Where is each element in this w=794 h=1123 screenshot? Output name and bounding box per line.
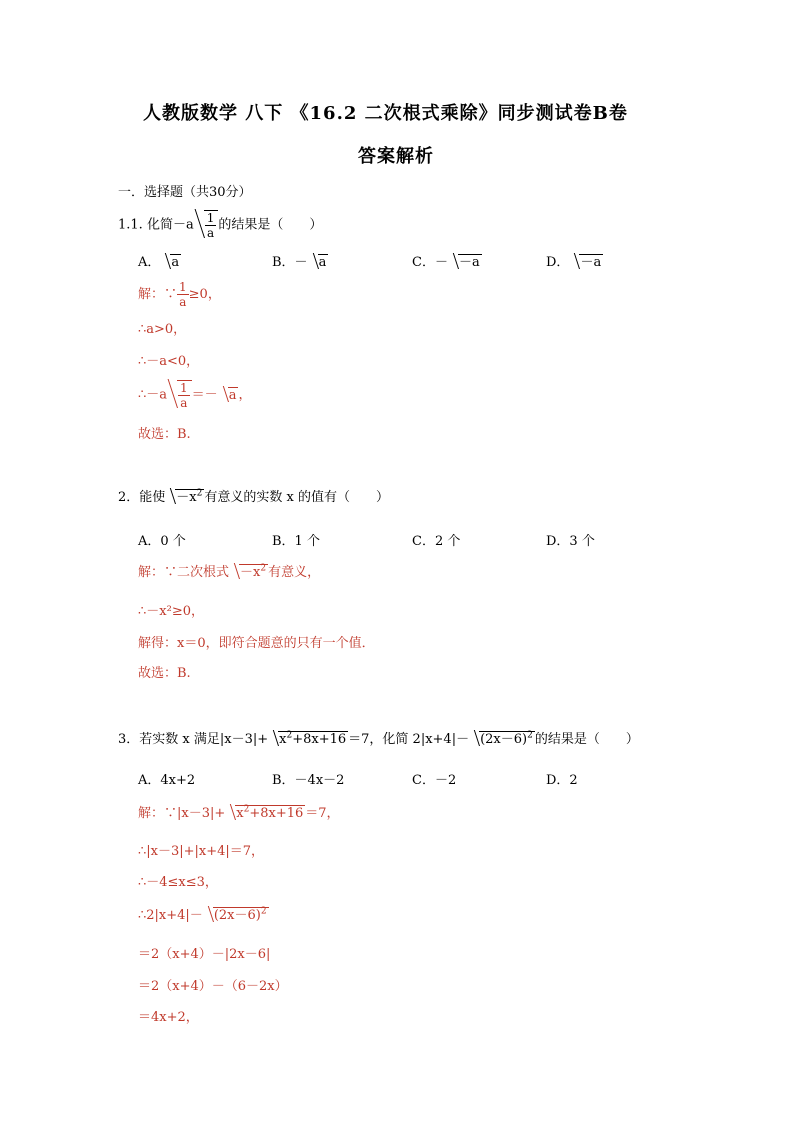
q1-prefix: 1.1. 化简－a [118,217,194,233]
q1-solution-conclusion: 故选：B. [138,427,191,442]
q1-num: 1 [206,211,215,225]
question-2: 2．能使 $-x^2$ 有意义的实数 x 的值有（ ） [118,488,389,505]
question-3: 3．若实数 x 满足$|x-3|+ x^2+8x+16 =7$，化简 $2|x+4|- (2x-6)^2$ 的结果是（ ） [118,730,639,747]
q1-option-b[interactable]: B．－ a [272,255,327,270]
q3-option-b[interactable]: B．－4x－2 [272,773,345,788]
q1-radical [204,210,219,240]
q1-option-d[interactable]: D． －a [546,255,602,270]
page-subtitle: 答案解析 [358,146,434,167]
q3-solution-step-1: 解：∵|x－3|+ $x^2+8x+16 =7$， [138,804,340,821]
q3-option-a[interactable]: A．4x+2 [138,773,196,788]
question-1 [118,210,322,241]
q3-solution-step-5: ＝2（x+4）－|2x－6| [138,947,271,962]
q3-option-c[interactable]: C．－2 [412,773,457,788]
q2-solution-conclusion: 故选：B. [138,666,191,681]
q3-solution-step-2: ∴|x－3|+|x+4|＝7， [138,844,265,859]
q1-solution-step-4: ∴－a $\frac{1}{a}$ ＝－ a ， [138,381,252,410]
q2-solution-step-1: 解：∵二次根式 $-x^2$ 有意义， [138,563,321,580]
q1-option-a[interactable]: A． a [138,255,180,270]
q1-option-c[interactable]: C．－ －a [412,255,480,270]
page-title: 人教版数学 八下 《16.2 二次根式乘除》同步测试卷B卷 [143,103,628,124]
q1-solution-step-2: ∴a>0， [138,322,187,337]
q2-option-d[interactable]: D．3 个 [546,534,595,549]
q3-solution-step-6: ＝2（x+4）－（6－2x） [138,979,288,994]
q1-suffix: 的结果是（ ） [218,217,323,233]
q2-option-c[interactable]: C．2 个 [412,534,461,549]
q3-option-d[interactable]: D．2 [546,773,578,788]
q1-den: a [206,226,215,240]
q3-solution-step-7: ＝4x+2， [138,1010,199,1025]
q1-solution-step-3: ∴－a<0， [138,354,200,369]
q2-option-a[interactable]: A．0 个 [138,534,186,549]
q2-solution-step-3: 解得：x＝0，即符合题意的只有一个值． [138,636,375,651]
q2-option-b[interactable]: B．1 个 [272,534,320,549]
q3-solution-step-4: ∴2|x+4|－ $(2x-6)^2$ [138,906,267,923]
q3-solution-step-3: ∴－4≤x≤3， [138,875,218,890]
q2-solution-step-2: ∴－x²≥0， [138,604,204,619]
section-heading: 一．选择题（共30分） [118,185,252,200]
q1-solution-step-1: 解：∵ $\frac{1}{a}$ ≥0， [138,280,221,309]
